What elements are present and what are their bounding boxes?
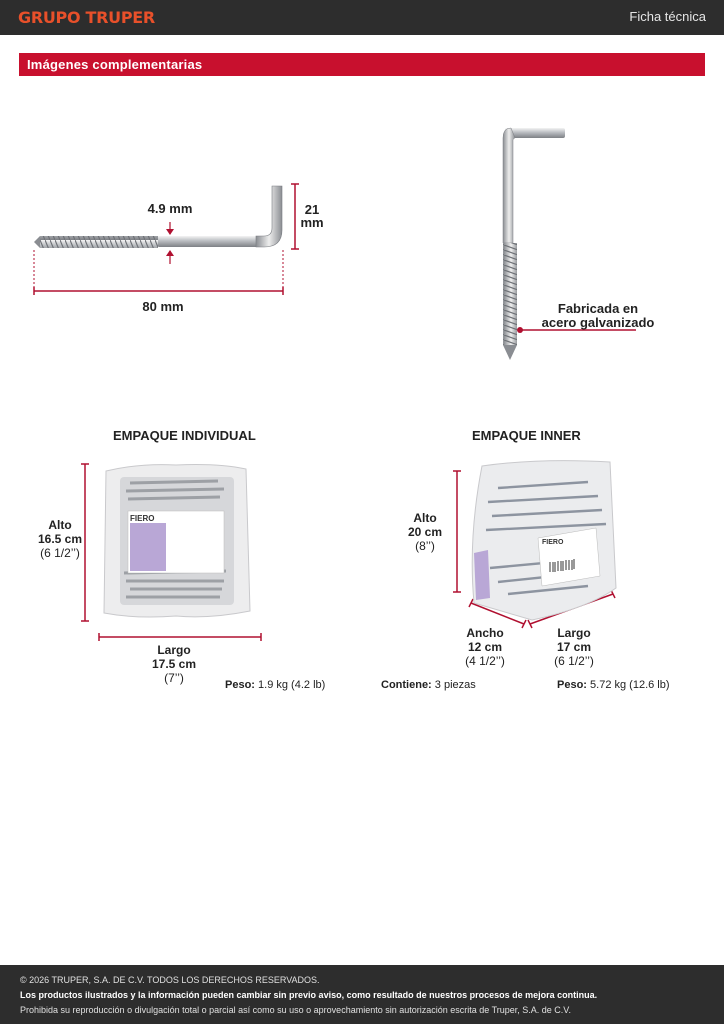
material-label-line1: Fabricada en xyxy=(557,301,639,316)
inner-contents-label: Contiene: xyxy=(381,679,432,691)
diameter-label: 4.9 mm xyxy=(147,201,193,216)
inner-height-cm: 20 cm xyxy=(407,525,443,539)
inner-weight xyxy=(557,679,670,691)
individual-length-label: Largo xyxy=(157,643,191,657)
footer-change-notice: Los productos ilustrados y la información pueden cambiar sin previo aviso, como resultado de nuestros procesos de mejora continua. xyxy=(20,990,598,1000)
brand-logo: GRUPO TRUPER xyxy=(18,8,155,27)
inner-package-image xyxy=(468,458,618,623)
footer-copyright: © 2026 TRUPER, S.A. DE C.V. TODOS LOS DERECHOS RESERVADOS. xyxy=(20,975,320,985)
individual-height-in: (6 1/2’’) xyxy=(40,546,80,560)
document-type-label: Ficha técnica xyxy=(629,9,706,24)
height-number-label: 21 xyxy=(304,202,320,217)
section-title: Imágenes complementarias xyxy=(27,57,203,72)
inner-height-in: (8’’) xyxy=(415,539,435,553)
individual-weight xyxy=(225,679,325,691)
inner-contents xyxy=(381,679,476,691)
legal-footer xyxy=(0,965,724,1024)
length-label: 80 mm xyxy=(142,299,184,314)
inner-height-label: Alto xyxy=(413,511,437,525)
height-unit-label: mm xyxy=(300,215,324,230)
individual-height-label: Alto xyxy=(48,518,72,532)
individual-length-cm: 17.5 cm xyxy=(151,657,197,671)
individual-weight-value: 1.9 kg (4.2 lb) xyxy=(258,679,326,691)
individual-length-in: (7’’) xyxy=(164,671,184,685)
inner-width-label: Ancho xyxy=(466,626,504,640)
inner-package-heading: EMPAQUE INNER xyxy=(472,428,581,443)
inner-length-label: Largo xyxy=(557,626,591,640)
inner-weight-label: Peso: xyxy=(557,679,587,691)
individual-package-heading: EMPAQUE INDIVIDUAL xyxy=(113,428,256,443)
individual-weight-label: Peso: xyxy=(225,679,255,691)
inner-width-cm: 12 cm xyxy=(467,640,503,654)
inner-length-cm: 17 cm xyxy=(556,640,592,654)
inner-weight-value: 5.72 kg (12.6 lb) xyxy=(590,679,670,691)
inner-length-in: (6 1/2’’) xyxy=(554,654,594,668)
material-label-line2: acero galvanizado xyxy=(541,315,655,330)
footer-prohibition: Prohibida su reproducción o divulgación total o parcial así como su uso o aprovechamiento sin autorización escrita de Truper, S.A. de C.V. xyxy=(20,1005,571,1015)
package-brand-label: FIERO xyxy=(130,514,155,523)
inner-package-brand-label: FIERO xyxy=(542,539,564,546)
individual-package-image xyxy=(100,461,252,621)
inner-width-in: (4 1/2’’) xyxy=(465,654,505,668)
inner-contents-value: 3 piezas xyxy=(434,679,476,691)
individual-height-cm: 16.5 cm xyxy=(37,532,83,546)
